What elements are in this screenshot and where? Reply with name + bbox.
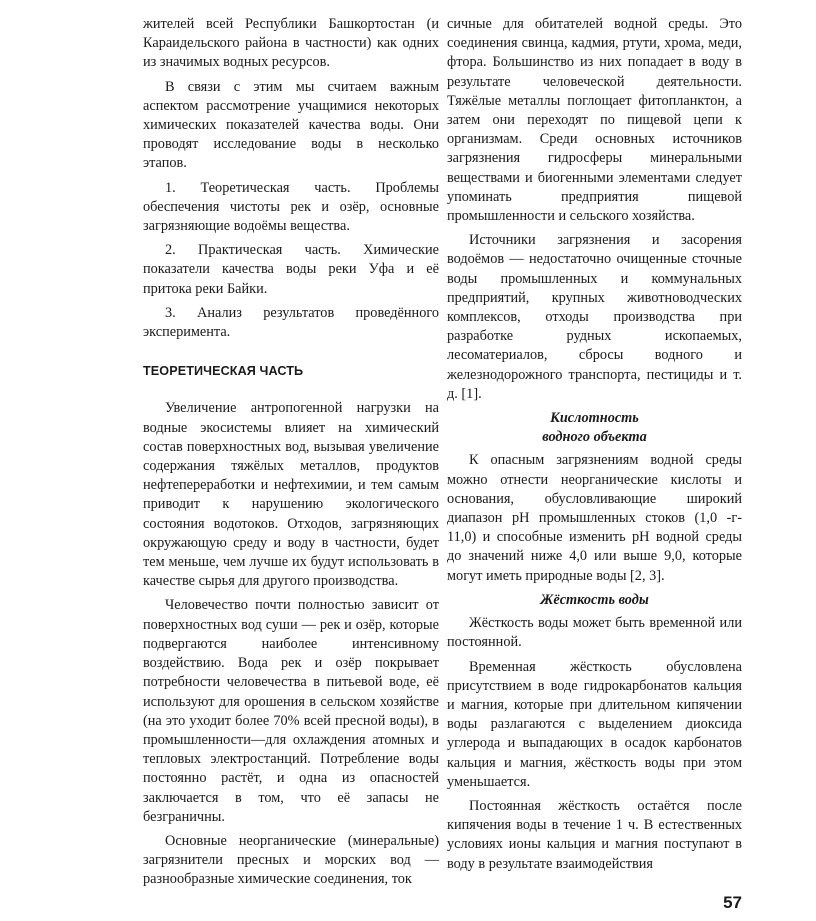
paragraph: Человечество почти полностью зависит от поверхностных вод суши — рек и озёр, которые подвергаются наиболее интенсивному воздействию. Вода рек и озёр покрывает потребности человечества в питьевой воде, её используют для орошения в сельском хозяйстве (на это уходит более 70% всей пресной воды), в промышленности—для охлаждения атомных и тепловых электростанций. Потребление воды постоянно растёт, и одна из опасностей заключается в том, что её запасы не безграничны. — [143, 597, 439, 825]
right-column — [447, 15, 742, 879]
paragraph: жителей всей Республики Башкортостан (и Караидельского района в частности) как одних из значимых водных ресурсов. — [143, 16, 439, 71]
subheading-hardness-wrap — [447, 591, 742, 610]
paragraph: Постоянная жёсткость остаётся после кипячения воды в течение 1 ч. В естественных условиях ионы кальция и магния поступают в воду в результате взаимодействия — [447, 797, 742, 872]
subheading-line: Кислотность — [550, 410, 639, 427]
paragraph: Увеличение антропогенной нагрузки на водные экосистемы влияет на химический состав поверхностных вод, вызывая увеличение содержания тяжёлых металлов, продуктов нефтепереработки и нефтехимии, и тем самым приводит к нарушению экологического состояния водотоков. Отходов, загрязняющих окружающую среду и воду в частности, будет тем меньше, чем лучше их будут использовать в качестве сырья для другого производства. — [143, 400, 439, 590]
paragraph: 3. Анализ результатов проведённого эксперимента. — [143, 304, 439, 341]
page-number: 57 — [723, 893, 742, 912]
paragraph: 1. Теоретическая часть. Проблемы обеспечения чистоты рек и озёр, основные загрязняющие водоёмы вещества. — [143, 179, 439, 235]
paragraph: Временная жёсткость обусловлена присутствием в воде гидрокарбонатов кальция и магния, которые при длительном кипячении воды разлагаются с выделением диоксида углерода и выпадающих в осадок карбонатов кальция и магния, жёсткость воды при этом уменьшается. — [447, 658, 742, 790]
paragraph: Жёсткость воды может быть временной или постоянной. — [447, 615, 742, 651]
subheading-acidity — [447, 409, 742, 447]
subheading-line: водного объекта — [542, 429, 647, 446]
subheading-hardness: Жёсткость воды — [540, 591, 649, 608]
paragraph: К опасным загрязнениям водной среды можно отнести неорганические кислоты и основания, обусловливающие широкий диапазон pH промышленных стоков (1,0 -г- 11,0) и способные изменить pH водной среды до значений ниже 4,0 или выше 9,0, которые могут иметь природные воды [2, 3]. — [447, 452, 742, 584]
left-column — [143, 15, 439, 895]
paragraph: сичные для обитателей водной среды. Это соединения свинца, кадмия, ртути, хрома, меди, фтора. Большинство из них попадает в воду в результате человеческой деятельности. Тяжёлые металлы поглощает фитопланктон, а затем они переходят по пищевой цепи к организмам. Среди основных источников загрязнения гидросферы минеральными веществами и биогенными элементами следует упоминать предприятия пищевой промышленности и сельского хозяйства. — [447, 16, 742, 225]
section-heading: ТЕОРЕТИЧЕСКАЯ ЧАСТЬ — [143, 364, 304, 379]
paragraph: В связи с этим мы считаем важным аспектом рассмотрение учащимися некоторых химических показателей качества воды. Они проводят исследование воды в несколько этапов. — [143, 78, 439, 172]
paragraph: 2. Практическая часть. Химические показатели качества воды реки Уфа и её притока реки Байки. — [143, 242, 439, 297]
paragraph: Основные неорганические (минеральные) загрязнители пресных и морских вод — разнообразные химические соединения, ток — [143, 832, 439, 888]
paragraph: Источники загрязнения и засорения водоёмов — недостаточно очищенные сточные воды промышленных и коммунальных предприятий, крупных животноводческих комплексов, отходы производства при разработке рудных ископаемых, лесоматериалов, сбросы водного и железнодорожного транспорта, пестициды и т. д. [1]. — [447, 232, 742, 402]
